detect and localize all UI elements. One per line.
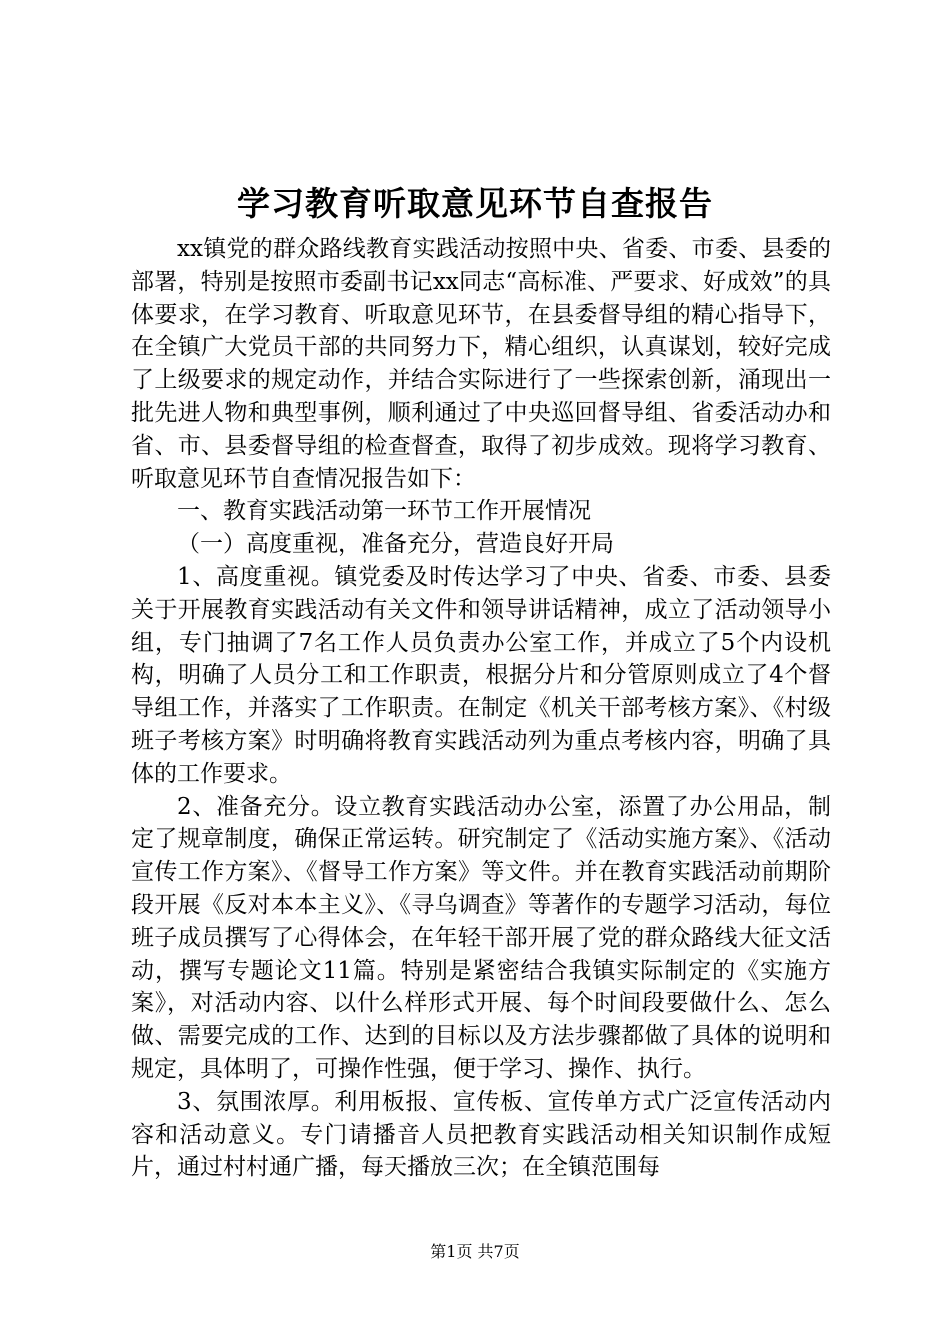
document-body	[131, 233, 831, 1184]
subsection-heading-1: （一）高度重视，准备充分，营造良好开局	[177, 531, 614, 558]
section-heading-1: 一、教育实践活动第一环节工作开展情况	[177, 498, 591, 525]
document-title: 学习教育听取意见环节自查报告	[237, 184, 713, 223]
paragraph-item-1: 1、高度重视。镇党委及时传达学习了中央、省委、市委、县委关于开展教育实践活动有关文件和领导讲话精神，成立了活动领导小组，专门抽调了7名工作人员负责办公室工作，并成立了5个内设机构，明确了人员分工和工作职责，根据分片和分管原则成立了4个督导组工作，并落实了工作职责。在制定《机关干部考核方案》、《村级班子考核方案》时明确将教育实践活动列为重点考核内容，明确了具体的工作要求。	[131, 563, 831, 787]
page-footer: 第1页 共7页	[430, 1242, 520, 1261]
paragraph-item-2: 2、准备充分。设立教育实践活动办公室，添置了办公用品，制定了规章制度，确保正常运转。研究制定了《活动实施方案》、《活动宣传工作方案》、《督导工作方案》等文件。并在教育实践活动前期阶段开展《反对本本主义》、《寻乌调查》等著作的专题学习活动，每位班子成员撰写了心得体会，在年轻干部开展了党的群众路线大征文活动，撰写专题论文11篇。特别是紧密结合我镇实际制定的《实施方案》，对活动内容、以什么样形式开展、每个时间段要做什么、怎么做、需要完成的工作、达到的目标以及方法步骤都做了具体的说明和规定，具体明了，可操作性强，便于学习、操作、执行。	[131, 793, 831, 1082]
paragraph-intro: xx镇党的群众路线教育实践活动按照中央、省委、市委、县委的部署，特别是按照市委副书记xx同志“高标准、严要求、好成效”的具体要求，在学习教育、听取意见环节，在县委督导组的精心指导下，在全镇广大党员干部的共同努力下，精心组织，认真谋划，较好完成了上级要求的规定动作，并结合实际进行了一些探索创新，涌现出一批先进人物和典型事例，顺利通过了中央巡回督导组、省委活动办和省、市、县委督导组的检查督查，取得了初步成效。现将学习教育、听取意见环节自查情况报告如下：	[131, 236, 831, 492]
paragraph-item-3: 3、氛围浓厚。利用板报、宣传板、宣传单方式广泛宣传活动内容和活动意义。专门请播音人员把教育实践活动相关知识制作成短片，通过村村通广播，每天播放三次；在全镇范围每	[131, 1088, 831, 1181]
